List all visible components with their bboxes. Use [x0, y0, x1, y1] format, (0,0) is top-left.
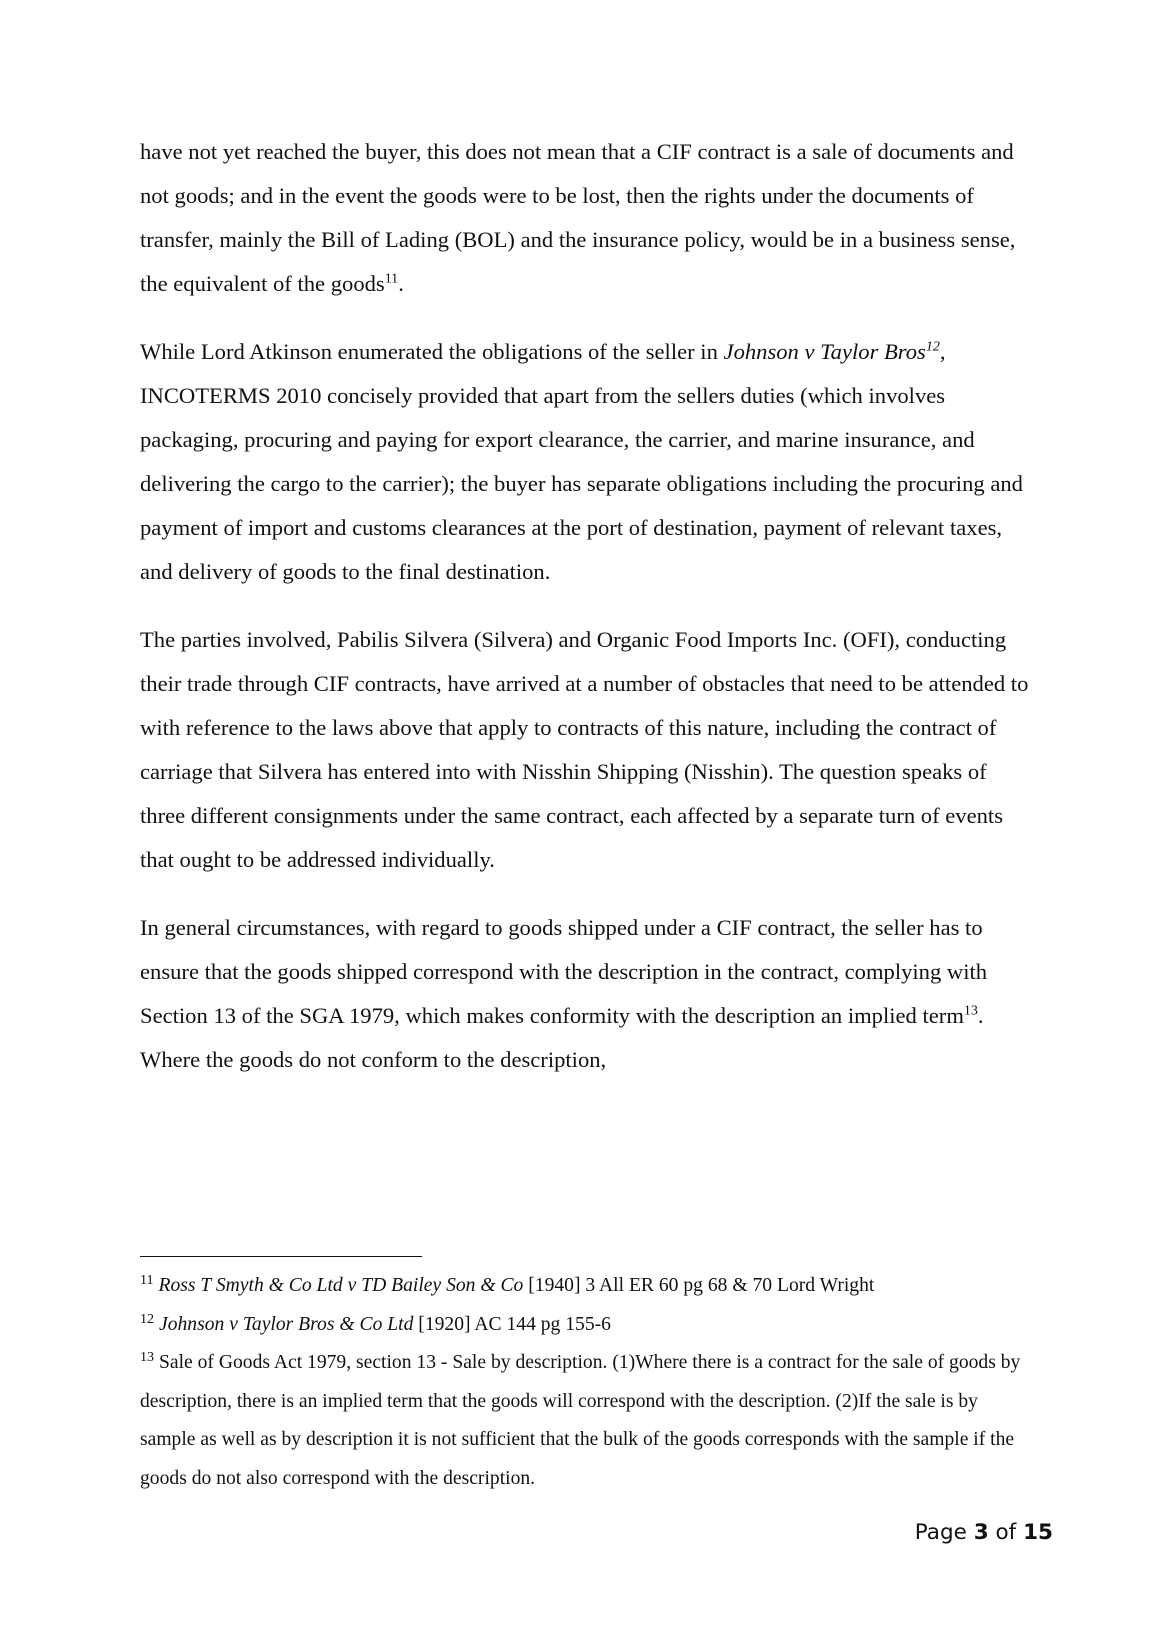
footnote-case-name: Johnson v Taylor Bros & Co Ltd	[159, 1313, 414, 1335]
paragraph-1-text: have not yet reached the buyer, this does not mean that a CIF contract is a sale of documents and not goods; and in the event the goods were to be lost, then the rights under the documents of transfer, mainly the Bill of Lading (BOL) and the insurance policy, would be in a business sense, the equivalent of the goods	[140, 139, 1016, 296]
footnote-text: Sale of Goods Act 1979, section 13 - Sale by description. (1)Where there is a contract for the sale of goods by description, there is an implied term that the goods will correspond with the description. (2)If the sale is by sample as well as by description it is not sufficient that the bulk of the goods corresponds with the sample if the goods do not also correspond with the description.	[140, 1352, 1021, 1489]
paragraph-4-post: . Where the goods do not conform to the description,	[140, 1003, 984, 1072]
footnote-separator	[140, 1256, 422, 1257]
footnote-number: 11	[140, 1271, 154, 1288]
page-label: Page	[914, 1520, 967, 1545]
footnote-ref-12-number: 12	[925, 339, 940, 355]
footnote-citation: [1920] AC 144 pg 155-6	[413, 1313, 611, 1335]
body-text	[140, 130, 1030, 1106]
paragraph-1-end: .	[398, 271, 404, 296]
footnote-12	[140, 1306, 1030, 1345]
paragraph-2-pre: While Lord Atkinson enumerated the obligations of the seller in	[140, 339, 724, 364]
paragraph-2	[140, 330, 1030, 594]
paragraph-4-pre: In general circumstances, with regard to goods shipped under a CIF contract, the seller has to ensure that the goods shipped correspond with the description in the contract, complying with Section 13 of the SGA 1979, which makes conformity with the description an implied term	[140, 915, 988, 1028]
total-pages: 15	[1023, 1520, 1053, 1545]
footnote-number: 12	[140, 1310, 155, 1327]
paragraph-4	[140, 906, 1030, 1082]
footnote-case-name: Ross T Smyth & Co Ltd v TD Bailey Son & Co	[158, 1275, 524, 1296]
footnote-ref-11[interactable]: 11	[384, 271, 399, 287]
paragraph-2-post: , INCOTERMS 2010 concisely provided that apart from the sellers duties (which involves packaging, procuring and paying for export clearance, the carrier, and marine insurance, and delivering the cargo to the carrier); the buyer has separate obligations including the procuring and payment of import and customs clearances at the port of destination, payment of relevant taxes, and delivery of goods to the final destination.	[140, 339, 1023, 584]
footnote-number: 13	[140, 1348, 155, 1365]
footnote-13	[140, 1344, 1030, 1498]
paragraph-3	[140, 618, 1030, 882]
footnote-ref-12[interactable]	[926, 339, 940, 354]
page-separator: of	[995, 1520, 1017, 1545]
page-number	[915, 1520, 1053, 1545]
footnote-ref-13[interactable]: 13	[963, 1003, 978, 1019]
current-page: 3	[973, 1520, 989, 1545]
paragraph-1	[140, 130, 1030, 306]
case-name-johnson-v-taylor: Johnson v Taylor Bros	[723, 339, 926, 364]
footnotes	[140, 1267, 1030, 1498]
footnote-citation: [1940] 3 All ER 60 pg 68 & 70 Lord Wright	[523, 1275, 875, 1296]
paragraph-3-text: The parties involved, Pabilis Silvera (Silvera) and Organic Food Imports Inc. (OFI), conducting their trade through CIF contracts, have arrived at a number of obstacles that need to be attended to with reference to the laws above that apply to contracts of this nature, including the contract of carriage that Silvera has entered into with Nisshin Shipping (Nisshin). The question speaks of three different consignments under the same contract, each affected by a separate turn of events that ought to be addressed individually.	[140, 627, 1029, 872]
footnote-11	[140, 1267, 1030, 1306]
